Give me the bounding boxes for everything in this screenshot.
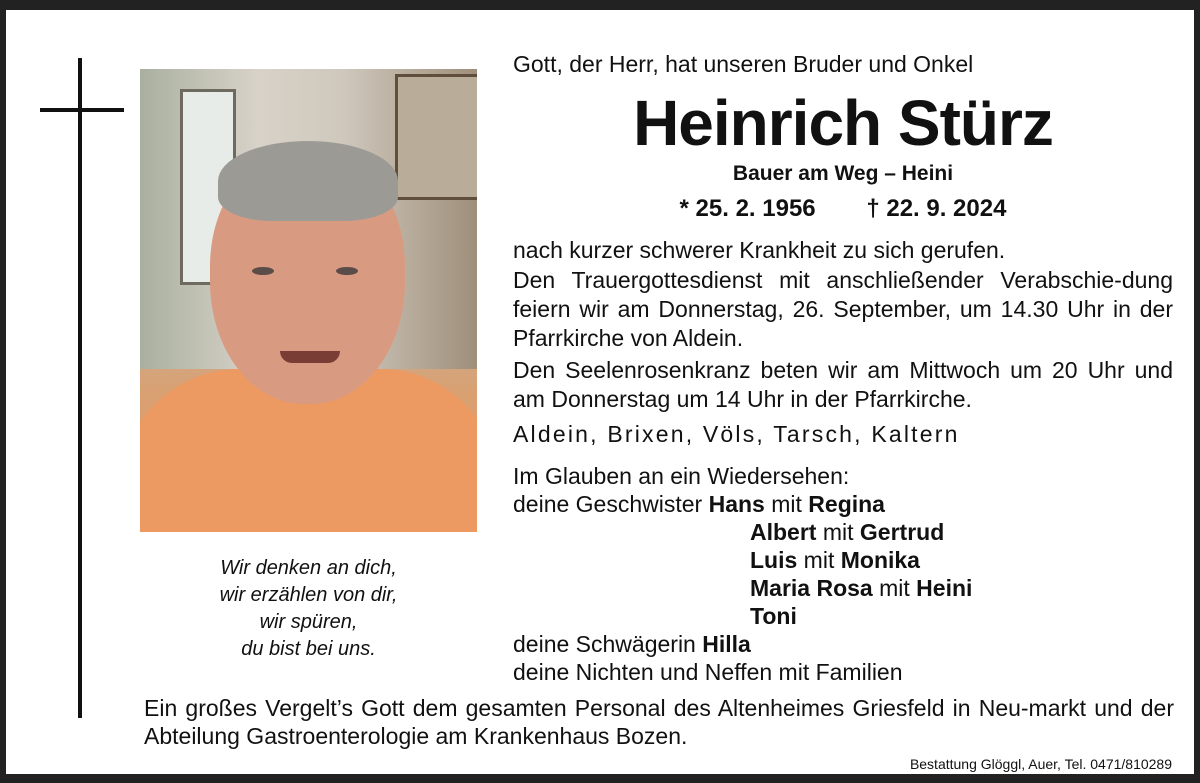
family-heading: Im Glauben an ein Wiedersehen: [513,463,850,489]
nieces-row: deine Nichten und Neffen mit Familien [513,659,903,685]
sibling-row [513,574,972,602]
sibling-name: Albert [750,519,817,545]
funeral-home-footer: Bestattung Glöggl, Auer, Tel. 0471/810289 [909,756,1172,772]
sibling-name: Toni [750,603,797,629]
with-word: mit [879,575,910,601]
deceased-alias: Bauer am Weg – Heini [732,162,954,185]
sibling-row [513,490,972,518]
sibling-row [513,546,972,574]
sibling-name: Hans [708,491,765,517]
obituary-card [6,10,1194,774]
with-word: mit [803,547,835,573]
cross-icon-vertical [78,58,82,718]
siblings-prefix: deine Geschwister [513,491,703,517]
family-list [513,462,972,686]
rosary-text: Den Seelenrosenkranz beten wir am Mittwoch um 20 Uhr und am Donnerstag um 14 Uhr in der Pfarrkirche. [513,357,1173,412]
cross-icon-horizontal [40,108,124,112]
memorial-quote [140,555,477,663]
with-word: mit [771,491,802,517]
quote-line: du bist bei uns. [241,638,376,660]
sister-in-law-name: Hilla [702,631,751,657]
sibling-partner: Monika [840,547,920,573]
deceased-name: Heinrich Stürz [633,87,1053,159]
sibling-name: Maria Rosa [750,575,873,601]
sibling-row [513,518,972,546]
thanks-text: Ein großes Vergelt’s Gott dem gesamten Personal des Altenheimes Griesfeld in Neu-markt und der Abteilung Gastroenterologie am Krankenhaus Bozen. [144,695,1174,749]
sister-in-law-row [513,630,972,658]
places-line: Aldein, Brixen, Völs, Tarsch, Kaltern [513,421,960,447]
portrait-photo [140,69,477,532]
sibling-name: Luis [750,547,798,573]
sister-in-law-prefix: deine Schwägerin [513,631,696,657]
life-dates [513,195,1173,223]
sibling-partner: Heini [916,575,973,601]
called-text: nach kurzer schwerer Krankheit zu sich gerufen. [513,237,1006,263]
quote-line: wir erzählen von dir, [219,584,398,606]
quote-line: Wir denken an dich, [220,557,397,579]
death-date: † 22. 9. 2024 [866,195,1007,222]
sibling-partner: Gertrud [859,519,945,545]
birth-date: * 25. 2. 1956 [679,195,816,222]
sibling-row [513,602,972,630]
intro-text: Gott, der Herr, hat unseren Bruder und Onkel [513,51,974,77]
funeral-text: Den Trauergottesdienst mit anschließender Verabschie-dung feiern wir am Donnerstag, 26. September, um 14.30 Uhr in der Pfarrkirche von Aldein. [513,267,1173,351]
sibling-partner: Regina [808,491,885,517]
quote-line: wir spüren, [259,611,358,633]
with-word: mit [822,519,854,545]
